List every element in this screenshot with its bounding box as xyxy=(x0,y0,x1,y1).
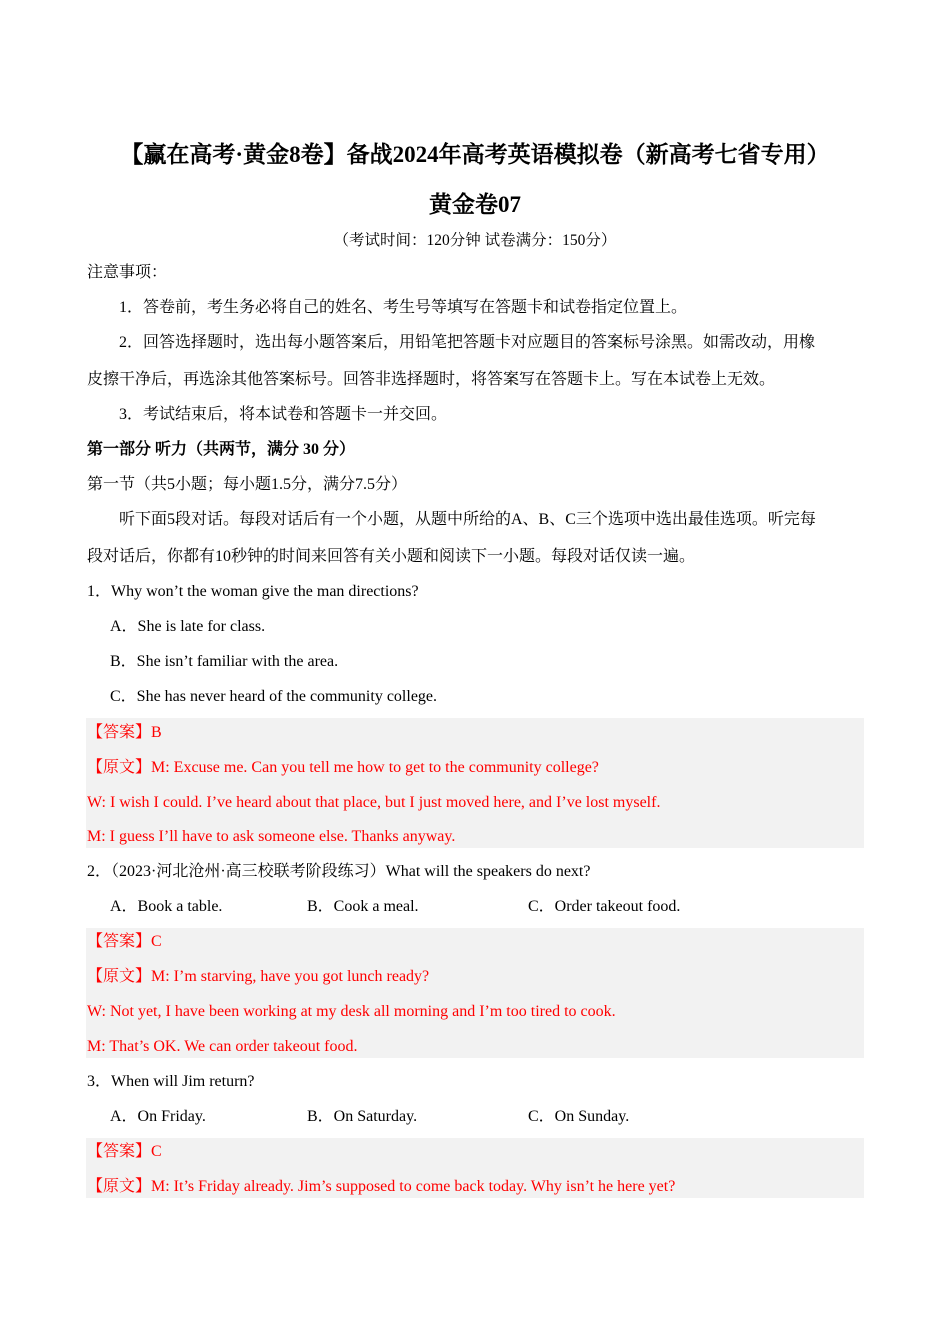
q2-stem: 2．（2023·河北沧州·高三校联考阶段练习）What will the speakers do next? xyxy=(87,863,591,880)
section1-heading: 第一节（共5小题；每小题1.5分，满分7.5分） xyxy=(87,476,408,493)
notice-heading: 注意事项： xyxy=(87,264,168,281)
notice-item-3: 3．考试结束后，将本试卷和答题卡一并交回。 xyxy=(119,406,448,423)
q1-script-line-2: W: I wish I could. I’ve heard about that place, but I just moved here, and I’ve lost myself. xyxy=(87,794,661,811)
document-title: 【赢在高考·黄金8卷】备战2024年高考英语模拟卷（新高考七省专用） xyxy=(120,142,830,167)
q2-script-line-3: M: That’s OK. We can order takeout food. xyxy=(87,1038,358,1055)
q3-option-a: A．On Friday. xyxy=(110,1108,206,1125)
instruction-line-1: 听下面5段对话。每段对话后有一个小题，从题中所给的A、B、C三个选项中选出最佳选项。听完每 xyxy=(119,511,816,528)
q2-script-line-2: W: Not yet, I have been working at my desk all morning and I’m too tired to cook. xyxy=(87,1003,616,1020)
document-subtitle: 黄金卷07 xyxy=(429,192,521,217)
q2-option-a: A．Book a table. xyxy=(110,898,223,915)
q2-answer: 【答案】C xyxy=(87,933,162,950)
q2-option-c: C．Order takeout food. xyxy=(528,898,681,915)
q3-option-c: C．On Sunday. xyxy=(528,1108,630,1125)
q1-stem: 1．Why won’t the woman give the man directions? xyxy=(87,583,419,600)
q3-answer: 【答案】C xyxy=(87,1143,162,1160)
q3-option-b: B．On Saturday. xyxy=(307,1108,418,1125)
instruction-line-2: 段对话后，你都有10秒钟的时间来回答有关小题和阅读下一小题。每段对话仅读一遍。 xyxy=(87,548,696,565)
q2-script-line-1: 【原文】M: I’m starving, have you got lunch ready? xyxy=(87,968,430,985)
q3-stem: 3．When will Jim return? xyxy=(87,1073,255,1090)
notice-item-2-line-2: 皮擦干净后，再选涂其他答案标号。回答非选择题时，将答案写在答题卡上。写在本试卷上无效。 xyxy=(87,371,776,388)
q1-answer: 【答案】B xyxy=(87,724,162,741)
q1-script-line-1: 【原文】M: Excuse me. Can you tell me how to get to the community college? xyxy=(87,759,599,776)
q1-option-b: B．She isn’t familiar with the area. xyxy=(110,653,339,670)
q1-option-c: C．She has never heard of the community college. xyxy=(110,688,438,705)
notice-item-2-line-1: 2．回答选择题时，选出每小题答案后，用铅笔把答题卡对应题目的答案标号涂黑。如需改动，用橡 xyxy=(119,334,816,351)
q1-script-line-3: M: I guess I’ll have to ask someone else. Thanks anyway. xyxy=(87,828,456,845)
q2-option-b: B．Cook a meal. xyxy=(307,898,419,915)
part1-heading: 第一部分 听力（共两节，满分 30 分） xyxy=(87,441,356,458)
q1-option-a: A．She is late for class. xyxy=(110,618,266,635)
notice-item-1: 1．答卷前，考生务必将自己的姓名、考生号等填写在答题卡和试卷指定位置上。 xyxy=(119,299,688,316)
q3-script-line-1: 【原文】M: It’s Friday already. Jim’s supposed to come back today. Why isn’t he here yet? xyxy=(87,1178,676,1195)
exam-info: （考试时间：120分钟 试卷满分：150分） xyxy=(333,232,617,249)
